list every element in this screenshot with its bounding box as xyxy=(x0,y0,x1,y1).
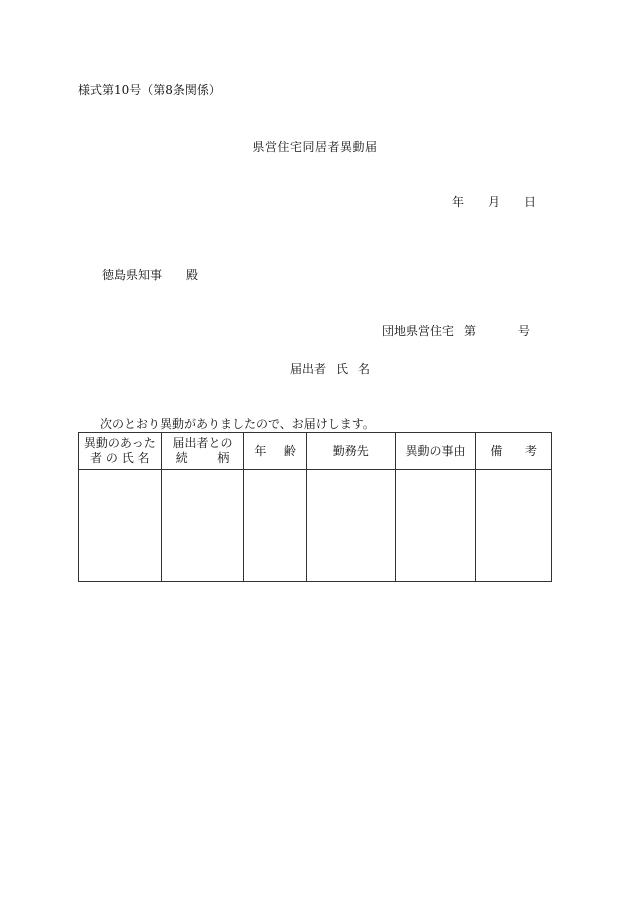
cell-remarks[interactable] xyxy=(476,470,552,582)
table-header-row xyxy=(79,433,552,470)
header-reason: 異動の事由 xyxy=(395,433,476,470)
cell-reason[interactable] xyxy=(395,470,476,582)
addressee-name: 徳島県知事 xyxy=(102,268,163,282)
date-year: 年 xyxy=(452,195,465,209)
notifier-label: 届出者 xyxy=(290,362,327,376)
notifier-name-b: 名 xyxy=(358,362,371,376)
addressee xyxy=(102,266,198,283)
header-changed-person-name: 異動のあった 者 の 氏 名 xyxy=(79,433,162,470)
table-entry-row xyxy=(79,470,552,582)
document-title: 県営住宅同居者異動届 xyxy=(252,140,378,154)
complex-no-suffix: 号 xyxy=(518,324,531,338)
cell-relationship[interactable] xyxy=(161,470,244,582)
complex-label: 団地県営住宅 xyxy=(382,324,455,338)
header-age: 年 齢 xyxy=(244,433,307,470)
date-day: 日 xyxy=(524,195,537,209)
header-relationship: 届出者との 続 柄 xyxy=(161,433,244,470)
cell-workplace[interactable] xyxy=(306,470,395,582)
date-month: 月 xyxy=(488,195,501,209)
complex-no-prefix: 第 xyxy=(464,324,477,338)
date-line xyxy=(452,193,536,210)
addressee-honorific: 殿 xyxy=(186,268,199,282)
cell-changed-person-name[interactable] xyxy=(79,470,162,582)
notifier-line xyxy=(290,360,370,377)
cell-age[interactable] xyxy=(244,470,307,582)
housing-complex-line xyxy=(382,322,530,339)
lead-text: 次のとおり異動がありましたので、お届けします。 xyxy=(100,417,375,431)
change-table xyxy=(78,432,552,582)
form-number: 様式第10号（第8条関係） xyxy=(78,83,221,97)
header-workplace: 勤務先 xyxy=(306,433,395,470)
header-remarks: 備 考 xyxy=(476,433,552,470)
notifier-name-a: 氏 xyxy=(336,362,349,376)
